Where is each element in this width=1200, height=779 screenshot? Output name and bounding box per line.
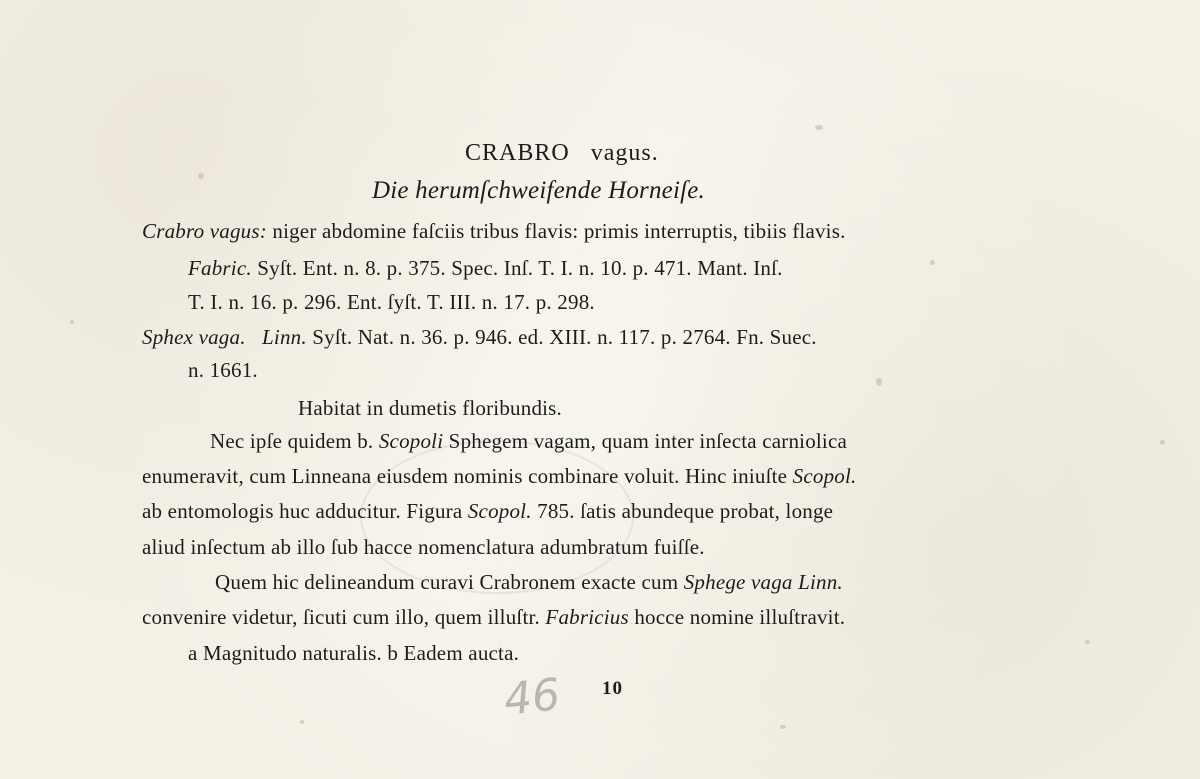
text-run: enumeravit, cum Linneana eiusdem nominis combinare voluit. Hinc iniuſte: [142, 464, 793, 488]
paragraph-1-line-3: [142, 499, 833, 524]
figure-legend: a Magnitudo naturalis. b Eadem aucta.: [188, 641, 520, 665]
paper-speck: [198, 173, 204, 179]
paragraph-2-line-2: [142, 605, 845, 630]
paper-speck: [70, 320, 74, 324]
paper-speck: [1085, 640, 1090, 644]
reference-linnaeus-line-2: n. 1661.: [188, 358, 258, 382]
text-run: ab entomologis huc adducitur. Figura: [142, 499, 468, 523]
text-run: Quem hic delineandum curavi Crabronem exacte cum: [215, 570, 684, 594]
text-run: Nec ipſe quidem b.: [210, 429, 379, 453]
reference-author: Fabric.: [188, 256, 252, 280]
paper-speck: [780, 725, 786, 729]
diagnosis-name: Crabro vagus:: [142, 219, 267, 243]
text-run: 785. ſatis abundeque probat, longe: [531, 499, 834, 523]
diagnosis-line: [142, 219, 846, 244]
paper-speck: [815, 125, 823, 130]
author-name: Fabricius: [545, 605, 629, 629]
reference-fabricius-line-1: [188, 256, 783, 281]
author-name: Scopol.: [792, 464, 857, 488]
paper-speck: [876, 378, 882, 386]
paper-speck: [300, 720, 304, 724]
diagnosis-text: niger abdomine faſciis tribus flavis: primis interruptis, tibiis flavis.: [266, 219, 846, 243]
author-name: Scopol.: [467, 499, 532, 523]
paragraph-1-line-2: [142, 464, 856, 489]
text-run: convenire videtur, ſicuti cum illo, quem illuſtr.: [142, 605, 546, 629]
page-number: 10: [602, 678, 623, 699]
title-genus: CRABRO: [465, 140, 570, 166]
page-title: [465, 140, 659, 167]
pencil-note: 46: [501, 669, 563, 726]
page-subtitle: Die herumſchweifende Horneiſe.: [372, 177, 705, 204]
reference-text: Syſt. Ent. n. 8. p. 375. Spec. Inſ. T. I. n. 10. p. 471. Mant. Inſ.: [251, 256, 783, 280]
reference-author: Linn.: [262, 325, 307, 349]
paragraph-1-line-1: [210, 429, 847, 454]
habitat-line: Habitat in dumetis floribundis.: [298, 396, 563, 420]
species-reference: Sphege vaga Linn.: [683, 570, 843, 594]
title-species: vagus.: [590, 140, 659, 166]
reference-text: Syſt. Nat. n. 36. p. 946. ed. XIII. n. 117. p. 2764. Fn. Suec.: [306, 325, 817, 349]
text-run: Sphegem vagam, quam inter inſecta carniolica: [443, 429, 847, 453]
text-run: hocce nomine illuſtravit.: [628, 605, 846, 629]
synonym-name: Sphex vaga.: [142, 325, 246, 349]
paragraph-2-line-1: [215, 570, 843, 595]
paper-speck: [930, 260, 935, 265]
paper-speck: [1160, 440, 1165, 445]
reference-fabricius-line-2: T. I. n. 16. p. 296. Ent. ſyſt. T. III. n. 17. p. 298.: [188, 290, 595, 314]
reference-linnaeus-line-1: [142, 325, 817, 350]
paragraph-1-line-4: aliud inſectum ab illo ſub hacce nomenclatura adumbratum fuiſſe.: [142, 535, 705, 559]
author-name: Scopoli: [378, 429, 444, 453]
